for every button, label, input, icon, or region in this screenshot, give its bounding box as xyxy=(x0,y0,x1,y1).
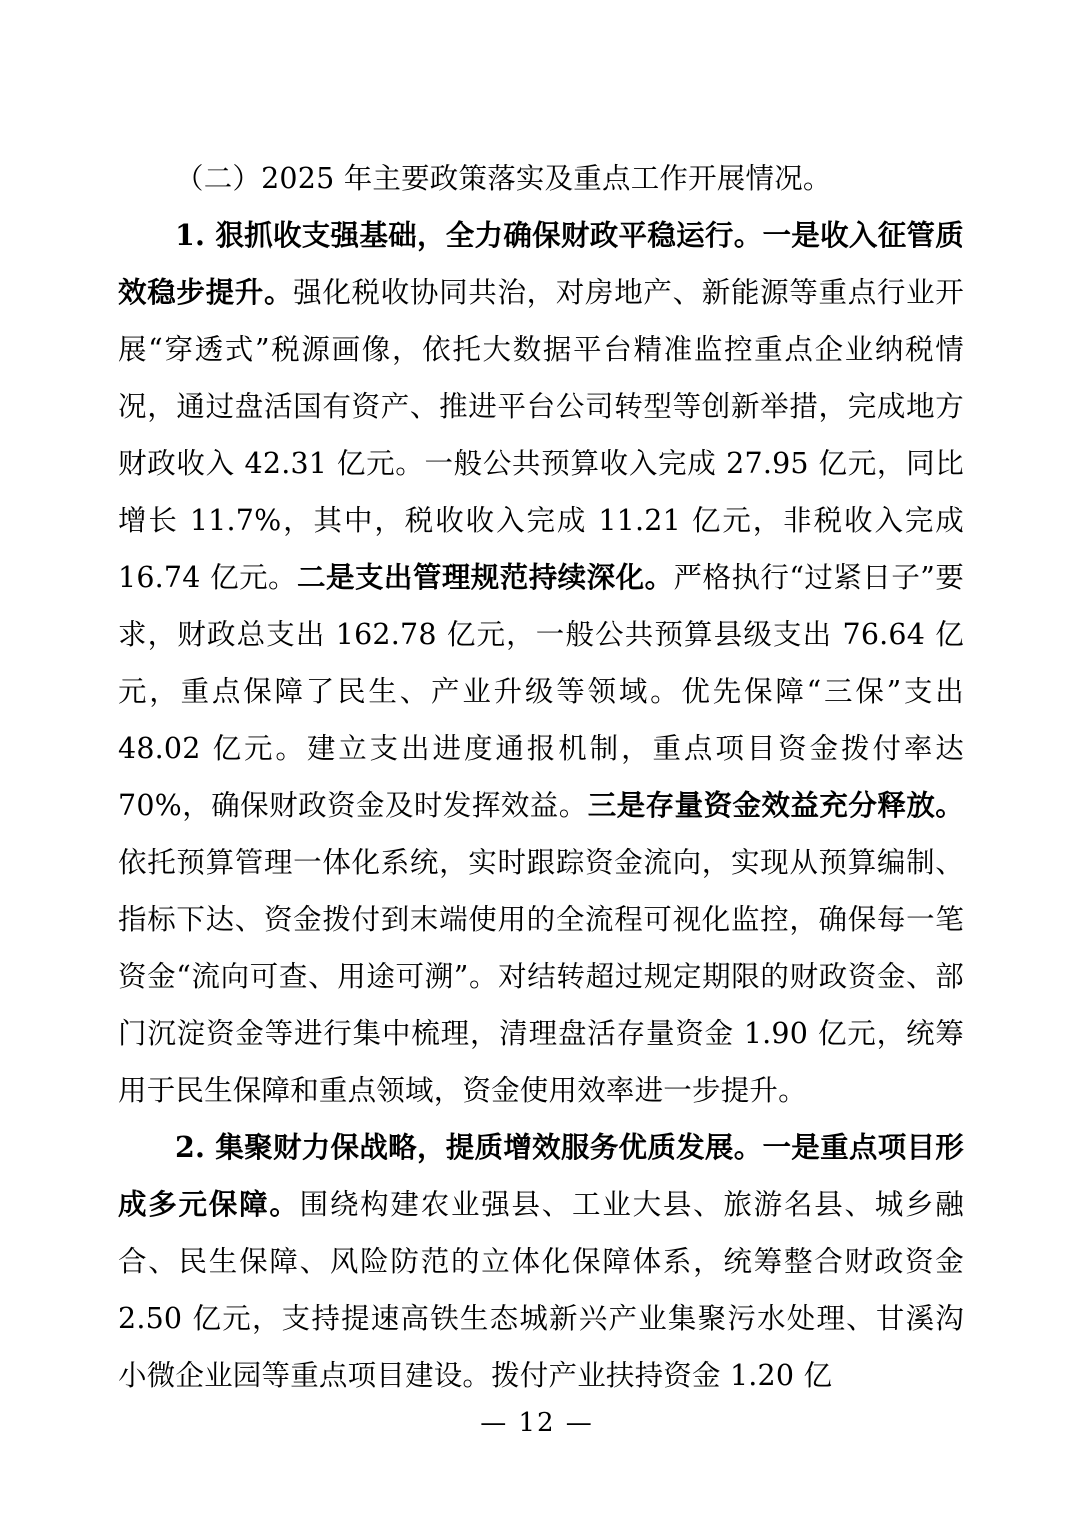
paragraph-heading xyxy=(118,150,964,207)
text-run: 2. 集聚财力保战略，提质增效服务优质发展。一是重点项目形成多元保障。 xyxy=(118,1130,964,1221)
text-run: 二是支出管理规范持续深化。 xyxy=(297,560,674,594)
text-run: 强化税收协同共治，对房地产、新能源等重点行业开展“穿透式”税源画像，依托大数据平台精准监控重点企业纳税情况，通过盘活国有资产、推进平台公司转型等创新举措，完成地方财政收入 42.31 亿元。一般公共预算收入完成 27.95 亿元，同比增长 11.7%，其中，税收收入完成 11.21 亿元，非税收入完成 16.74 亿元。 xyxy=(118,276,964,594)
paragraph-item-2 xyxy=(118,1119,964,1404)
text-run: 依托预算管理一体化系统，实时跟踪资金流向，实现从预算编制、指标下达、资金拨付到末端使用的全流程可视化监控，确保每一笔资金“流向可查、用途可溯”。对结转超过规定期限的财政资金、部门沉淀资金等进行集中梳理，清理盘活存量资金 1.90 亿元，统筹用于民生保障和重点领域，资金使用效率进一步提升。 xyxy=(118,846,964,1107)
text-run: 三是存量资金效益充分释放。 xyxy=(587,788,964,822)
text-run: 围绕构建农业强县、工业大县、旅游名县、城乡融合、民生保障、风险防范的立体化保障体系，统筹整合财政资金 2.50 亿元，支持提速高铁生态城新兴产业集聚污水处理、甘溪沟小微企业园等重点项目建设。拨付产业扶持资金 1.20 亿 xyxy=(118,1188,964,1392)
text-run: （二）2025 年主要政策落实及重点工作开展情况。 xyxy=(175,162,832,195)
text-run: 严格执行“过紧日子”要求，财政总支出 162.78 亿元，一般公共预算县级支出 76.64 亿元，重点保障了民生、产业升级等领域。优先保障“三保”支出 48.02 亿元。建立支出进度通报机制，重点项目资金拨付率达 70%，确保财政资金及时发挥效益。 xyxy=(118,561,965,822)
document-body xyxy=(118,150,964,1404)
text-run: 1. 狠抓收支强基础，全力确保财政平稳运行。一是收入征管质效稳步提升。 xyxy=(118,218,964,309)
page-number: — 12 — xyxy=(480,1408,594,1438)
paragraph-item-1 xyxy=(118,207,964,1119)
